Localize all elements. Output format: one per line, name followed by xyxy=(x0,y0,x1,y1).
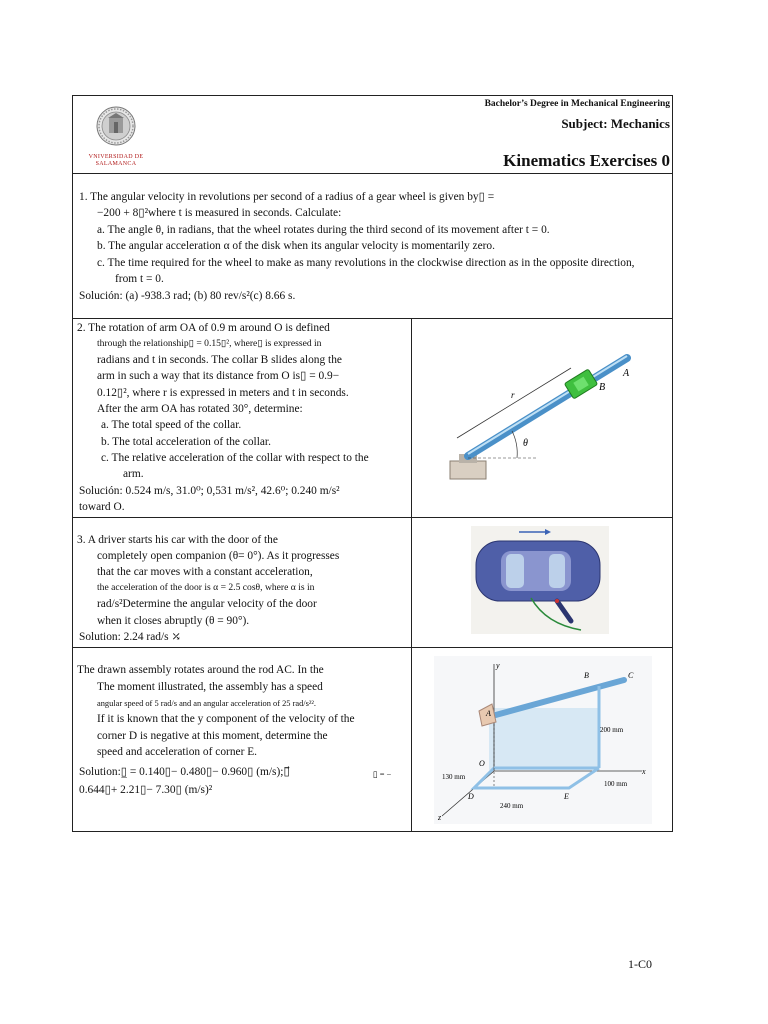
p2-item: c. The relative acceleration of the collar with respect to the xyxy=(101,452,369,464)
university-seal-icon xyxy=(96,106,136,146)
p4-line: The moment illustrated, the assembly has a speed xyxy=(97,681,323,693)
point-c-label: C xyxy=(628,671,634,680)
x-axis-label: x xyxy=(642,767,646,776)
point-a-label: A xyxy=(486,709,491,718)
divider xyxy=(73,517,672,518)
windshield xyxy=(506,554,524,588)
divider xyxy=(73,647,672,648)
p4-line: If it is known that the y component of the velocity of the xyxy=(97,713,355,725)
p4-solution: Solution:▯̲ = 0.140▯− 0.480▯− 0.960▯ (m/s);▯⃗ xyxy=(79,766,290,778)
p4-line: corner D is negative at this moment, determine the xyxy=(97,730,328,742)
rotating-arm-figure xyxy=(447,346,647,486)
p3-line: when it closes abruptly (θ = 90°). xyxy=(97,615,250,627)
p2-solution: toward O. xyxy=(79,501,125,513)
rear-window xyxy=(549,554,565,588)
p4-line: speed and acceleration of corner E. xyxy=(97,746,258,758)
point-b-label: B xyxy=(599,382,606,393)
p1-item: a. The angle θ, in radians, that the wheel rotates during the third second of its movement after t = 0. xyxy=(97,224,550,236)
page-number: 1-C0 xyxy=(628,957,652,971)
column-divider xyxy=(411,318,412,832)
p2-solution: Solución: 0.524 m/s, 31.0⁰; 0,531 m/s², 42.6⁰; 0.240 m/s² xyxy=(79,485,340,497)
p2-line: 0.12▯², where r is expressed in meters and t in seconds. xyxy=(97,387,349,399)
p4-line: The drawn assembly rotates around the rod AC. In the xyxy=(77,664,324,676)
p1-line: 1. The angular velocity in revolutions per second of a radius of a gear wheel is given by▯ = xyxy=(79,191,495,203)
point-b-label: B xyxy=(584,671,589,680)
p4-solution-part: ▯ = − xyxy=(373,770,392,779)
arm-highlight xyxy=(468,356,627,454)
logo-text-line: SALAMANCA xyxy=(95,161,137,167)
arm-base xyxy=(450,461,486,479)
p2-item: b. The total acceleration of the collar. xyxy=(101,436,271,448)
p3-solution: Solution: 2.24 rad/s ⤰ xyxy=(79,631,181,643)
point-d-label: D xyxy=(468,792,474,801)
r-label: r xyxy=(511,390,515,400)
dimension-240-label: 240 mm xyxy=(500,802,524,810)
p2-item-cont: arm. xyxy=(123,468,144,480)
divider xyxy=(73,318,672,319)
page-title: Kinematics Exercises 0 xyxy=(503,151,670,170)
p3-line: 3. A driver starts his car with the door of the xyxy=(77,534,278,546)
p1-item: b. The angular acceleration α of the disk when its angular velocity is momentarily zero. xyxy=(97,240,495,252)
subject-label: Subject: Mechanics xyxy=(561,116,670,131)
p3-line: the acceleration of the door is α = 2.5 cosθ, where α is in xyxy=(97,582,315,593)
p2-line: 2. The rotation of arm OA of 0.9 m around O is defined xyxy=(77,322,330,334)
logo-text-line: VNIVERSIDAD DE xyxy=(88,154,144,160)
p3-line: rad/s²Determine the angular velocity of the door xyxy=(97,598,317,610)
p2-line: through the relationship▯ = 0.15▯², where▯ is expressed in xyxy=(97,338,322,349)
point-o-label: O xyxy=(479,759,485,768)
point-e-label: E xyxy=(564,792,569,801)
z-axis-label: z xyxy=(438,813,442,822)
degree-label: Bachelor’s Degree in Mechanical Engineering xyxy=(484,99,670,109)
angle-arc xyxy=(512,431,517,458)
exercise-sheet xyxy=(72,95,673,832)
y-axis-label: y xyxy=(496,661,500,670)
divider xyxy=(73,173,672,174)
p1-item: c. The time required for the wheel to make as many revolutions in the clockwise direction as in the opposite direction, xyxy=(97,257,635,269)
p2-line: radians and t in seconds. The collar B slides along the xyxy=(97,354,342,366)
car-door-figure xyxy=(471,526,609,634)
p1-solution: Solución: (a) -938.3 rad; (b) 80 rev/s²(c) 8.66 s. xyxy=(79,290,296,302)
university-logo xyxy=(83,106,149,168)
theta-label: θ xyxy=(523,438,528,449)
dimension-100-label: 100 mm xyxy=(604,780,628,788)
p1-line: −200 + 8▯²where t is measured in seconds. Calculate: xyxy=(97,207,342,219)
assembly-figure xyxy=(434,656,652,824)
point-a-label: A xyxy=(623,368,630,379)
p4-line: angular speed of 5 rad/s and an angular acceleration of 25 rad/s²². xyxy=(97,699,316,708)
p2-line: arm in such a way that its distance from O is▯ = 0.9− xyxy=(97,370,340,382)
p2-line: After the arm OA has rotated 30°, determine: xyxy=(97,403,303,415)
p3-line: that the car moves with a constant acceleration, xyxy=(97,566,313,578)
dimension-130-label: 130 mm xyxy=(442,773,466,781)
arm-oa xyxy=(468,358,627,456)
shaded-plane xyxy=(489,708,599,770)
p3-line: completely open companion (θ= 0°). As it progresses xyxy=(97,550,340,562)
dimension-200-label: 200 mm xyxy=(600,726,624,734)
hinge xyxy=(555,599,559,603)
p2-item: a. The total speed of the collar. xyxy=(101,419,242,431)
p1-item-cont: from t = 0. xyxy=(115,273,164,285)
p4-solution: 0.644▯+ 2.21▯− 7.30▯ (m/s)² xyxy=(79,784,213,796)
